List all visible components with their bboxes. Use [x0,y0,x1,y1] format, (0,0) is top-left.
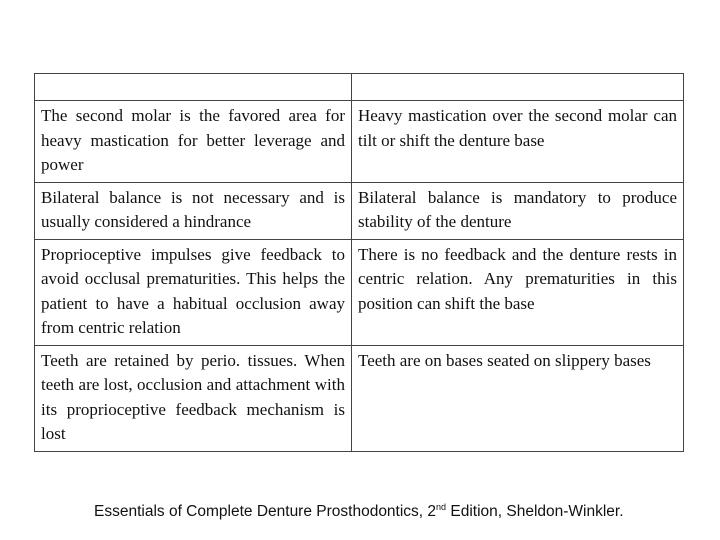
table-header-row [35,74,684,101]
table-cell-denture: Teeth are on bases seated on slippery bases [352,345,684,451]
source-citation-tail: Edition, Sheldon-Winkler. [446,503,624,520]
source-citation-superscript: nd [436,501,447,512]
table-cell-natural: Bilateral balance is not necessary and is usually considered a hindrance [35,182,352,239]
comparison-table [34,73,684,452]
table-row [35,182,684,239]
table-cell-natural: Proprioceptive impulses give feedback to avoid occlusal prematurities. This helps the patient to have a habitual occlusion away from centric relation [35,239,352,345]
table-row [35,345,684,451]
table-row [35,101,684,183]
table-row [35,239,684,345]
table-cell-denture: Bilateral balance is mandatory to produce stability of the denture [352,182,684,239]
table-cell-denture: There is no feedback and the denture rests in centric relation. Any prematurities in this position can shift the base [352,239,684,345]
header-cell-right [352,74,684,101]
table-cell-natural: Teeth are retained by perio. tissues. When teeth are lost, occlusion and attachment with its proprioceptive feedback mechanism is lost [35,345,352,451]
table-cell-natural: The second molar is the favored area for heavy mastication for better leverage and power [35,101,352,183]
table-cell-denture: Heavy mastication over the second molar can tilt or shift the denture base [352,101,684,183]
source-citation [94,503,624,521]
source-citation-main: Essentials of Complete Denture Prosthodontics, 2 [94,503,437,520]
comparison-table-container [34,73,683,452]
header-cell-left [35,74,352,101]
